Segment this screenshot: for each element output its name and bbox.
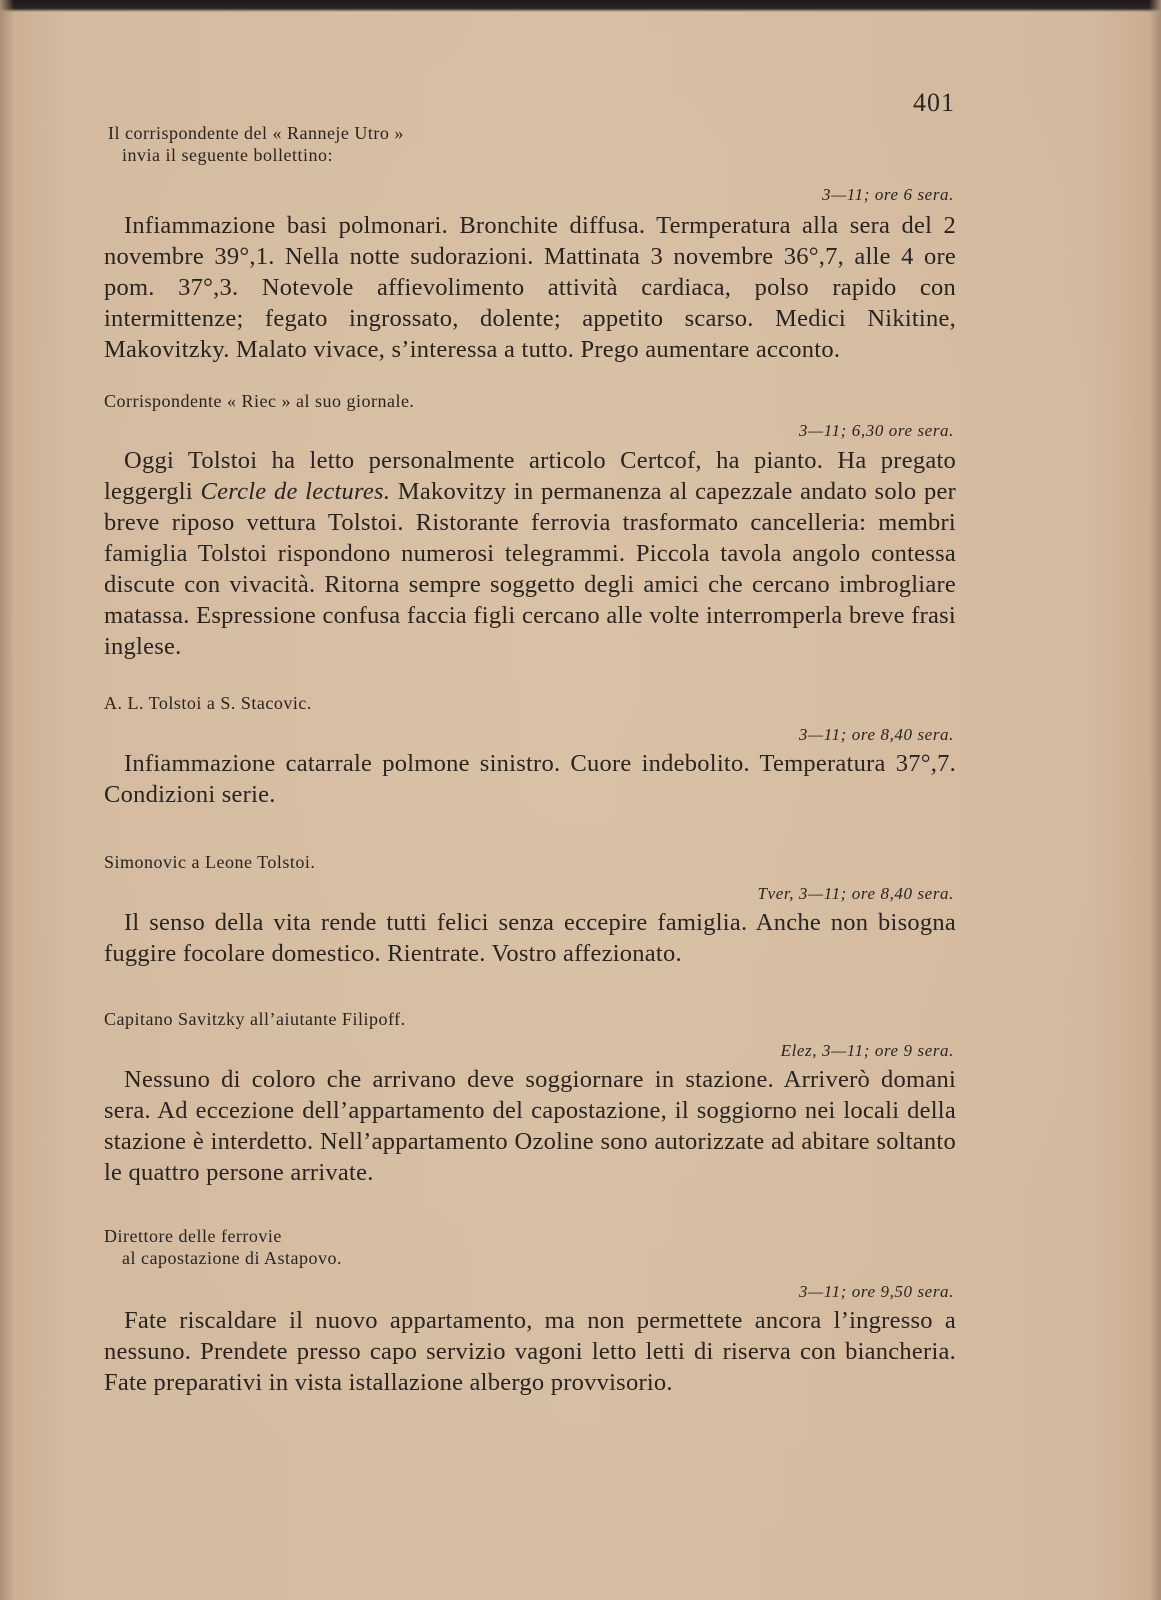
page-right-edge [1149, 0, 1161, 1600]
telegram-entry [104, 122, 956, 365]
entry-header: Direttore delle ferrovie [104, 1226, 282, 1246]
telegram-entry [104, 692, 956, 810]
telegram-entry [104, 851, 956, 969]
entry-header: invia il seguente bollettino: [122, 145, 333, 165]
telegram-entry [104, 390, 956, 662]
entry-body: Il senso della vita rende tutti felici senza eccepire famiglia. Anche non bisogna fuggire focolare domestico. Rientrate. Vostro affezionato. [104, 909, 956, 967]
entry-body: Infiammazione catarrale polmone sinistro. Cuore indebolito. Temperatura 37°,7. Condizioni serie. [104, 750, 956, 808]
entry-body: Nessuno di coloro che arrivano deve soggiornare in stazione. Arriverò domani sera. Ad eccezione dell’appartamento del capostazione, il soggiorno nei locali della stazione è interdetto. Nell’appartamento Ozoline sono autorizzate ad abitare soltanto le quattro persone arrivate. [104, 1066, 956, 1186]
entry-dateline: 3—11; ore 6 sera. [821, 185, 954, 204]
entry-dateline: 3—11; ore 9,50 sera. [798, 1282, 954, 1301]
entry-header: Il corrispondente del « Ranneje Utro » [108, 123, 404, 143]
page-top-shadow [0, 0, 1161, 12]
entry-dateline: Elez, 3—11; ore 9 sera. [780, 1041, 954, 1060]
page-left-edge [0, 0, 14, 1600]
body-text-part: Oggi Tolstoi ha letto personalmente articolo Certcof, ha pianto. Ha pregato leggergli [104, 447, 956, 505]
telegram-entry [104, 1225, 956, 1398]
entry-header: Corrispondente « Riec » al suo giornale. [104, 391, 415, 411]
entry-dateline: 3—11; ore 8,40 sera. [798, 725, 954, 744]
entry-dateline: Tver, 3—11; ore 8,40 sera. [757, 884, 954, 903]
entry-body: Fate riscaldare il nuovo appartamento, ma non permettete ancora l’ingresso a nessuno. Prendete presso capo servizio vagoni letto letti di riserva con biancheria. Fate preparativi in vista istallazione albergo provvisorio. [104, 1307, 956, 1396]
entry-body [104, 445, 956, 662]
telegram-entry [104, 1008, 956, 1188]
body-text-part: Makovitzy in permanenza al capezzale andato solo per breve riposo vettura Tolstoi. Ristorante ferrovia trasformato cancelleria: membri famiglia Tolstoi rispondono numerosi telegrammi. Piccola tavola angolo contessa discute con vivacità. Ritorna sempre soggetto degli amici che cercano imbrogliare matassa. Espressione confusa faccia figli cercano alle volte interromperla breve frasi inglese. [104, 478, 957, 660]
book-title: Cercle de lectures. [200, 478, 391, 505]
entry-header: al capostazione di Astapovo. [122, 1248, 342, 1268]
entry-dateline: 3—11; 6,30 ore sera. [798, 421, 954, 440]
entry-header: A. L. Tolstoi a S. Stacovic. [104, 693, 312, 713]
entry-body: Infiammazione basi polmonari. Bronchite diffusa. Termperatura alla sera del 2 novembre 39°,1. Nella notte sudorazioni. Mattinata 3 novembre 36°,7, alle 4 ore pom. 37°,3. Notevole affievolimento attività cardiaca, polso rapido con intermittenze; fegato ingrossato, dolente; appetito scarso. Medici Nikitine, Makovitzky. Malato vivace, s’interessa a tutto. Prego aumentare acconto. [104, 212, 956, 363]
page-number: 401 [913, 88, 955, 117]
entry-header: Simonovic a Leone Tolstoi. [104, 852, 316, 872]
entry-header: Capitano Savitzky all’aiutante Filipoff. [104, 1009, 406, 1029]
